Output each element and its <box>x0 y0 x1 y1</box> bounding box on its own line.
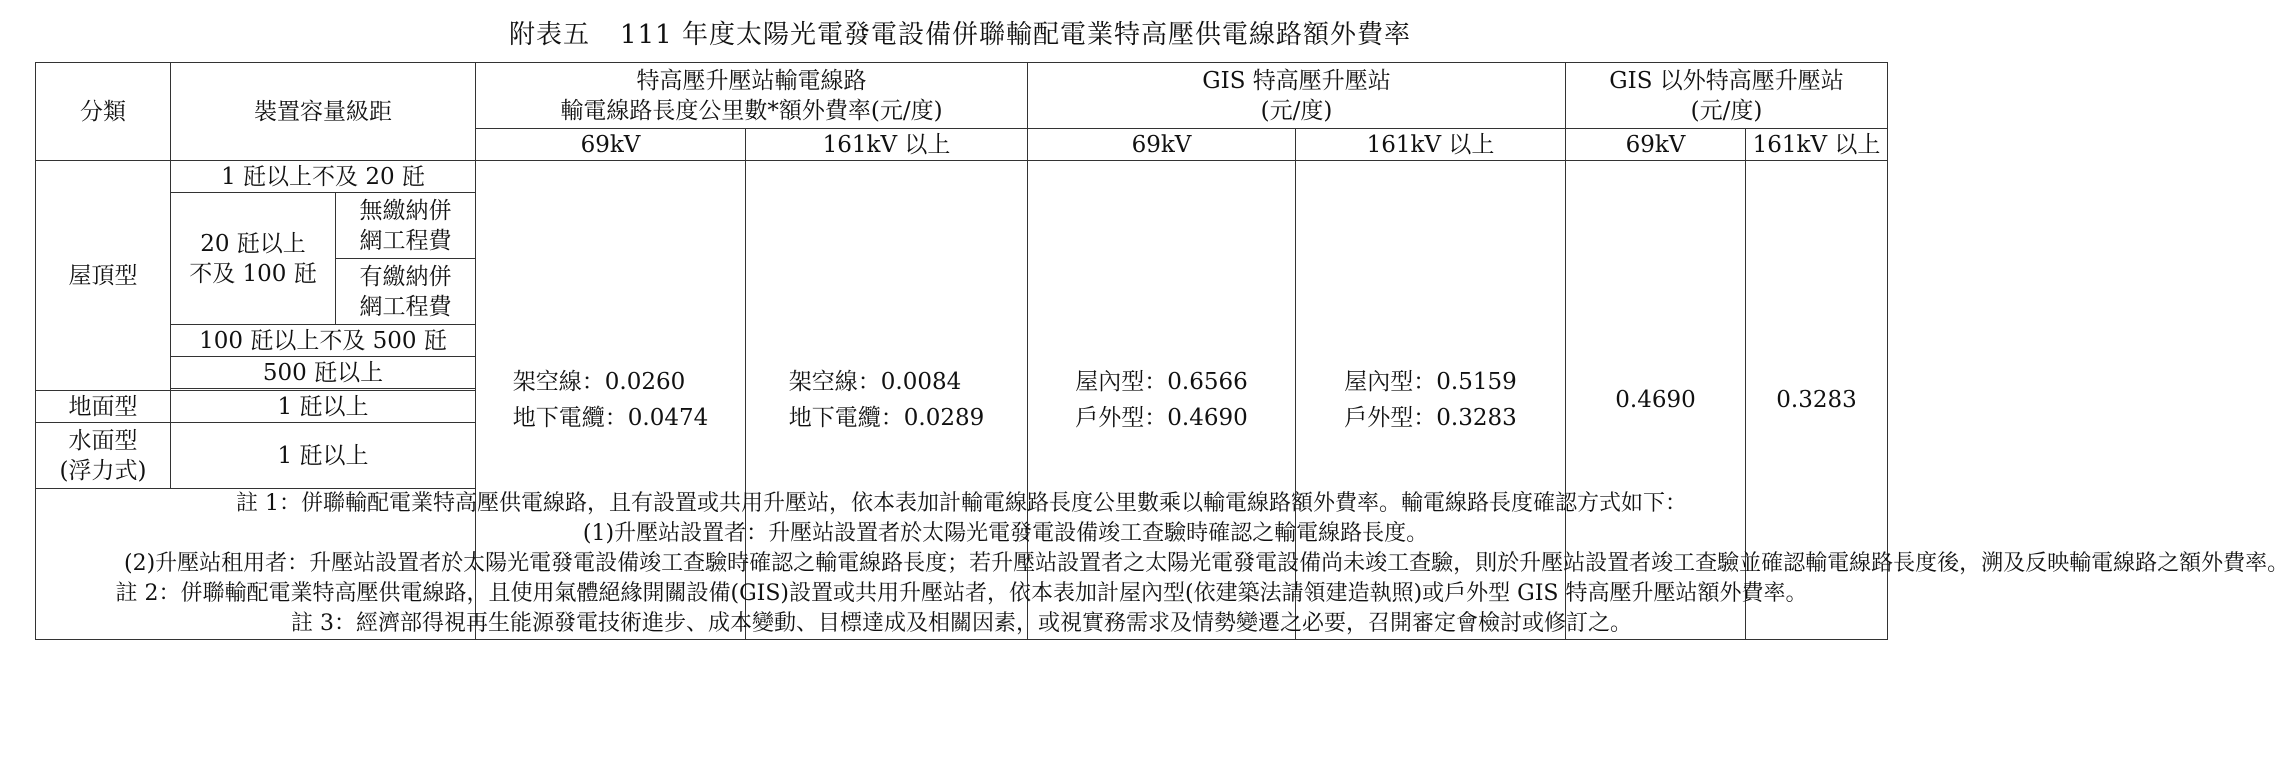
capacity-row-3: 100 瓩以上不及 500 瓩 <box>171 325 476 357</box>
value-gis-69kv-indoor: 屋內型：0.6566 <box>1075 369 1248 395</box>
header-gis-69kv: 69kV <box>1028 129 1296 161</box>
header-line-161kv: 161kV 以上 <box>746 129 1028 161</box>
category-rooftop: 屋頂型 <box>36 161 171 391</box>
capacity-water: 1 瓩以上 <box>171 423 476 489</box>
capacity-row-2a-line1: 無繳納併 <box>359 197 452 224</box>
value-line-69kv-underground: 地下電纜：0.0474 <box>512 405 709 431</box>
header-line-group-line1: 特高壓升壓站輸電線路 <box>636 67 867 94</box>
capacity-ground: 1 瓩以上 <box>171 391 476 423</box>
note-1: 註 1：併聯輸配電業特高壓供電線路，且有設置或共用升壓站，依本表加計輸電線路長度公里數乘以輸電線路額外費率。輸電線路長度確認方式如下： <box>236 491 1687 516</box>
capacity-row-2a <box>336 193 476 259</box>
title-text: 111 年度太陽光電發電設備併聯輸配電業特高壓供電線路額外費率 <box>620 20 1411 50</box>
note-1-item-2: (2)升壓站租用者：升壓站設置者於太陽光電發電設備竣工查驗時確認之輸電線路長度；若升壓站設置者之太陽光電發電設備尚未竣工查驗，則於升壓站設置者竣工查驗並確認輸電線路長度後，溯及反映輸電線路之額外費率。 <box>124 551 2289 576</box>
capacity-row-4: 500 瓩以上 <box>171 357 476 389</box>
capacity-row-2 <box>171 193 336 325</box>
category-water-line2: (浮力式) <box>59 457 147 484</box>
value-nongis-161kv: 0.3283 <box>1746 161 1888 640</box>
header-line-group <box>476 63 1028 129</box>
note-1-item-1: (1)升壓站設置者：升壓站設置者於太陽光電發電設備竣工查驗時確認之輸電線路長度。 <box>582 521 1429 546</box>
header-nongis-group-line2: (元/度) <box>1690 97 1763 124</box>
header-nongis-161kv: 161kV 以上 <box>1746 129 1888 161</box>
value-gis-161kv-indoor: 屋內型：0.5159 <box>1344 369 1517 395</box>
capacity-row-1: 1 瓩以上不及 20 瓩 <box>171 161 476 193</box>
capacity-row-2b-line1: 有繳納併 <box>359 263 452 290</box>
header-line-group-line2: 輸電線路長度公里數*額外費率(元/度) <box>560 97 943 124</box>
header-gis-group <box>1028 63 1566 129</box>
header-gis-group-line1: GIS 特高壓升壓站 <box>1202 67 1391 94</box>
header-line-69kv: 69kV <box>476 129 746 161</box>
header-gis-161kv: 161kV 以上 <box>1296 129 1566 161</box>
value-gis-161kv-outdoor: 戶外型：0.3283 <box>1344 405 1517 431</box>
value-line-161kv-overhead: 架空線：0.0084 <box>788 369 962 395</box>
category-water <box>36 423 171 489</box>
title-prefix: 附表五 <box>509 20 591 50</box>
value-line-69kv-overhead: 架空線：0.0260 <box>512 369 686 395</box>
page-title <box>0 14 1920 51</box>
fee-table <box>35 62 2289 640</box>
header-capacity: 裝置容量級距 <box>171 63 476 161</box>
capacity-row-2b <box>336 259 476 325</box>
value-gis-69kv-outdoor: 戶外型：0.4690 <box>1075 405 1248 431</box>
capacity-row-2a-line2: 網工程費 <box>359 227 452 254</box>
value-nongis-69kv: 0.4690 <box>1566 161 1746 640</box>
header-gis-group-line2: (元/度) <box>1260 97 1333 124</box>
header-category: 分類 <box>36 63 171 161</box>
header-nongis-group <box>1566 63 1888 129</box>
capacity-row-2-line1: 20 瓩以上 <box>200 230 306 257</box>
header-nongis-group-line1: GIS 以外特高壓升壓站 <box>1609 67 1844 94</box>
capacity-row-2b-line2: 網工程費 <box>359 293 452 320</box>
category-water-line1: 水面型 <box>68 427 138 454</box>
note-2: 註 2：併聯輸配電業特高壓供電線路，且使用氣體絕緣開關設備(GIS)設置或共用升壓站者，依本表加計屋內型(依建築法請領建造執照)或戶外型 GIS 特高壓升壓站額外費率。 <box>115 581 1808 606</box>
capacity-row-2-line2: 不及 100 瓩 <box>189 260 317 287</box>
note-3: 註 3：經濟部得視再生能源發電技術進步、成本變動、目標達成及相關因素，或視實務需求及情勢變遷之必要，召開審定會檢討或修訂之。 <box>291 611 1632 636</box>
category-ground: 地面型 <box>36 391 171 423</box>
value-line-161kv-underground: 地下電纜：0.0289 <box>788 405 985 431</box>
notes-cell <box>36 489 2289 640</box>
header-nongis-69kv: 69kV <box>1566 129 1746 161</box>
